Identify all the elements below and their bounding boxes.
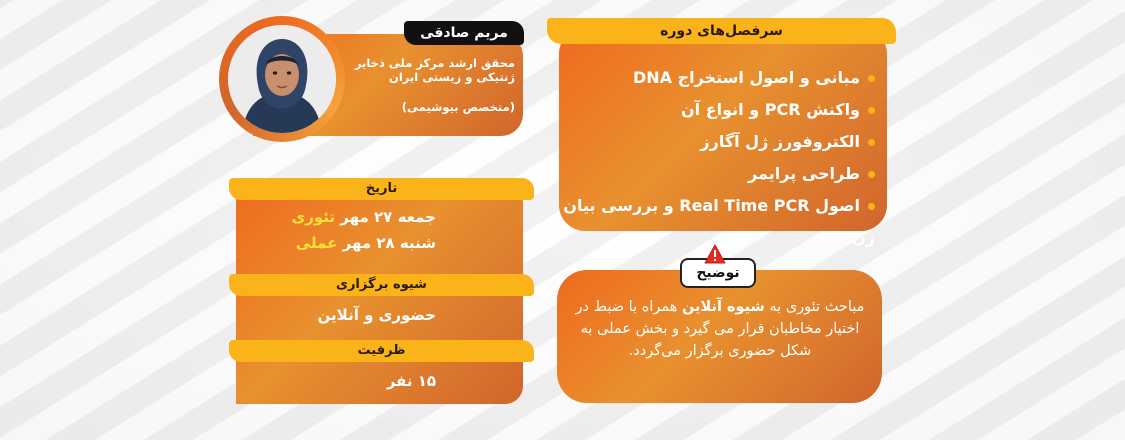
date-practical: شنبه ۲۸ مهر عملی bbox=[295, 234, 436, 252]
instructor-specialty: (متخصص بیوشیمی) bbox=[401, 100, 515, 114]
method-label: شیوه برگزاری bbox=[229, 274, 534, 296]
date-theory: جمعه ۲۷ مهر تئوری bbox=[291, 208, 436, 226]
method-value: حضوری و آنلاین bbox=[317, 306, 436, 324]
instructor-name: مریم صادقی bbox=[404, 21, 524, 45]
capacity-value: ۱۵ نفر bbox=[386, 372, 436, 390]
topic-item: مبانی و اصول استخراج DNA bbox=[559, 62, 887, 94]
topic-item: الکتروفورز ژل آگارز bbox=[559, 126, 887, 158]
date-label: تاریخ bbox=[229, 178, 534, 200]
bullet-icon bbox=[868, 171, 875, 178]
bullet-icon bbox=[868, 139, 875, 146]
capacity-label: ظرفیت bbox=[229, 340, 534, 362]
portrait-icon bbox=[228, 25, 336, 133]
explanation-tag: توضیح bbox=[680, 258, 756, 288]
warning-icon bbox=[704, 244, 726, 264]
topic-item: اصول Real Time PCR و بررسی بیان ژن bbox=[563, 196, 875, 247]
bullet-icon bbox=[868, 75, 875, 82]
topic-item: طراحی پرایمر bbox=[559, 158, 887, 190]
instructor-photo bbox=[228, 25, 336, 133]
topics-panel bbox=[559, 28, 887, 247]
topics-title: سرفصل‌های دوره bbox=[547, 18, 896, 44]
topic-item: واکنش PCR و انواع آن bbox=[559, 94, 887, 126]
avatar bbox=[219, 16, 345, 142]
bullet-icon bbox=[868, 107, 875, 114]
bullet-icon bbox=[868, 203, 875, 210]
instructor-affiliation: محقق ارشد مرکز ملی ذخایر ژنتیکی و زیستی ایران bbox=[354, 56, 515, 84]
explanation-text: مباحث تئوری به شیوه آنلاین همراه با ضبط در اختیار مخاطبان قرار می گیرد و بخش عملی به شکل حضوری برگزار می‌گردد. bbox=[575, 299, 865, 359]
topics-list bbox=[559, 62, 887, 247]
